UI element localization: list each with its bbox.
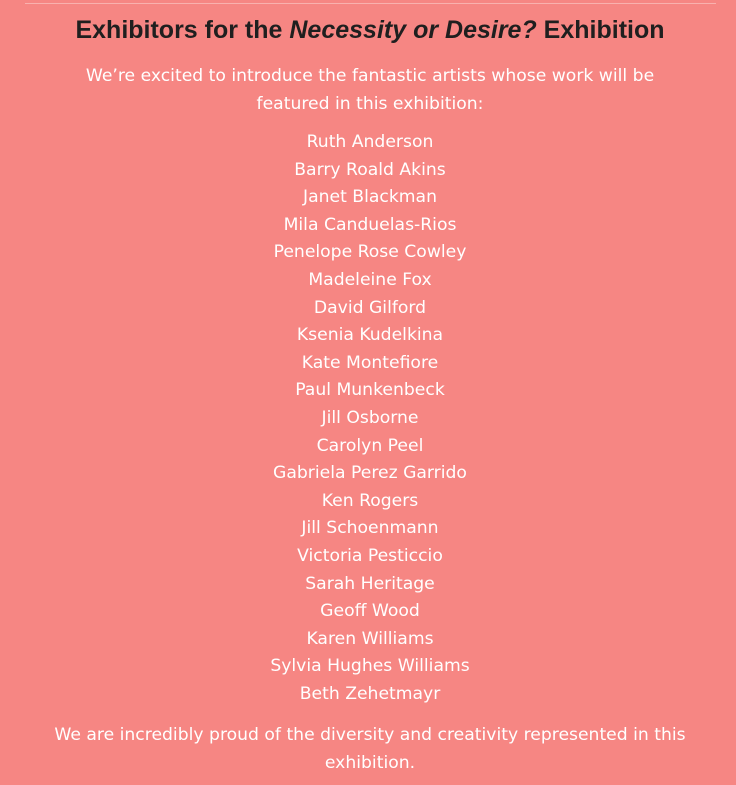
- closing-text: We are incredibly proud of the diversity and creativity represented in this exhibition.: [54, 725, 686, 773]
- intro-text: We’re excited to introduce the fantastic artists whose work will be featured in this exhibition:: [85, 66, 655, 114]
- exhibitor-name: Ksenia Kudelkina: [296, 325, 444, 346]
- exhibitor-name: Carolyn Peel: [316, 435, 424, 456]
- exhibitor-name: Barry Roald Akins: [294, 159, 446, 180]
- exhibitor-name: Sylvia Hughes Williams: [270, 656, 470, 677]
- exhibitor-name: Janet Blackman: [303, 187, 437, 208]
- exhibition-name: Necessity or Desire?: [289, 16, 537, 44]
- title-prefix: Exhibitors for the: [75, 16, 290, 44]
- exhibitor-name: Madeleine Fox: [308, 269, 432, 290]
- exhibitor-name: Jill Schoenmann: [301, 518, 439, 539]
- exhibitor-name: Beth Zehetmayr: [299, 683, 441, 704]
- exhibitor-list: [0, 129, 736, 708]
- exhibitor-name: Jill Osborne: [321, 407, 419, 428]
- exhibitor-name: Ruth Anderson: [306, 132, 434, 152]
- page-title: [0, 14, 736, 46]
- exhibitor-name: Ken Rogers: [321, 490, 419, 511]
- exhibitor-name: Sarah Heritage: [305, 573, 435, 594]
- title-suffix: Exhibition: [536, 16, 665, 44]
- exhibitor-name: David Gilford: [313, 297, 427, 318]
- exhibitor-name: Mila Canduelas-Rios: [283, 214, 457, 235]
- exhibitor-name: Paul Munkenbeck: [295, 380, 445, 401]
- exhibitor-name: Karen Williams: [306, 628, 434, 649]
- exhibitor-name: Kate Montefiore: [301, 352, 439, 373]
- exhibitor-name: Victoria Pesticcio: [297, 545, 443, 566]
- exhibitor-name: Geoff Wood: [320, 601, 420, 622]
- exhibitor-name: Penelope Rose Cowley: [273, 242, 467, 263]
- top-divider: [25, 3, 716, 4]
- exhibitor-name: Gabriela Perez Garrido: [273, 463, 467, 484]
